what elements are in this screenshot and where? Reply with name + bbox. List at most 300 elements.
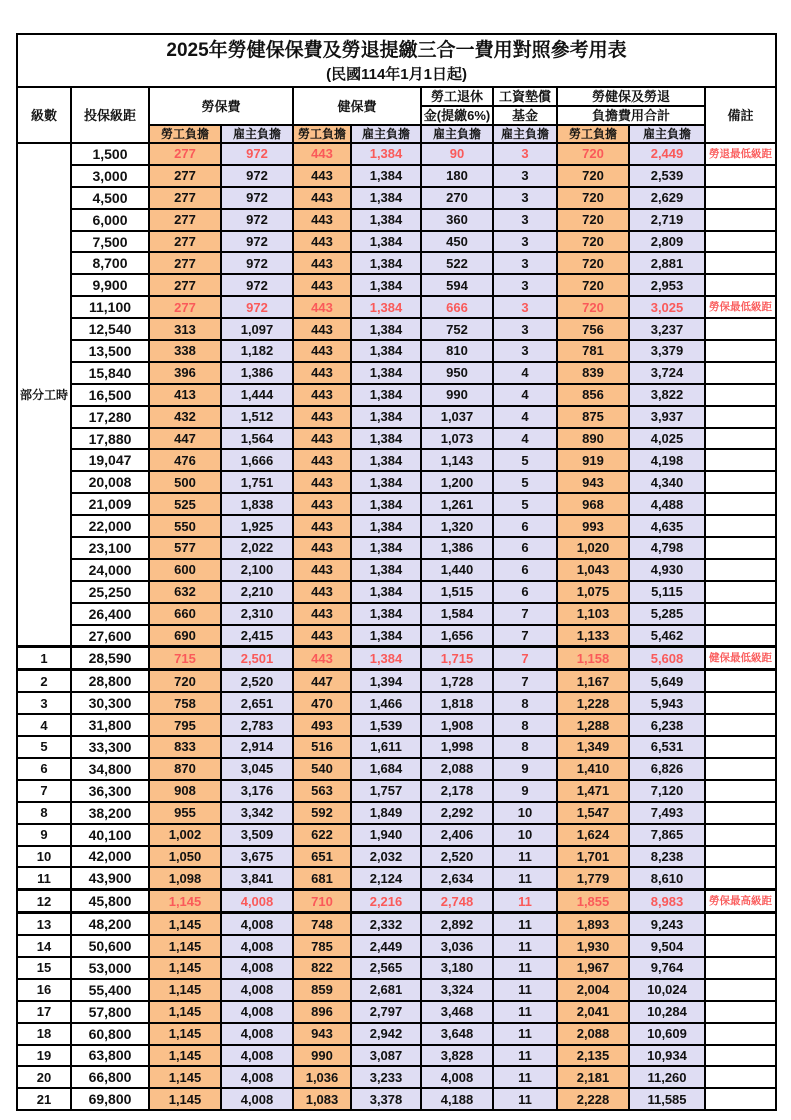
wage-fund-employer-cell: 6 (493, 581, 557, 603)
labor-employee-cell: 833 (149, 736, 221, 758)
labor-employer-cell: 2,310 (221, 603, 293, 625)
wage-fund-employer-cell: 11 (493, 935, 557, 957)
labor-employer-cell: 4,008 (221, 957, 293, 979)
labor-employer-cell: 2,100 (221, 559, 293, 581)
health-employer-cell: 1,384 (351, 493, 421, 515)
wage-fund-employer-cell: 7 (493, 647, 557, 670)
wage-fund-employer-cell: 11 (493, 867, 557, 889)
bracket-cell: 48,200 (71, 913, 149, 935)
labor-employer-cell: 4,008 (221, 1088, 293, 1110)
bracket-cell: 19,047 (71, 449, 149, 471)
labor-employee-cell: 1,145 (149, 1066, 221, 1088)
wage-fund-employer-cell: 8 (493, 692, 557, 714)
table-row (17, 824, 776, 846)
total-employer-cell: 2,449 (629, 143, 705, 165)
bracket-cell: 23,100 (71, 537, 149, 559)
labor-employee-cell: 1,145 (149, 1001, 221, 1023)
labor-employer-cell: 4,008 (221, 890, 293, 913)
total-employer-cell: 3,237 (629, 318, 705, 340)
level-cell: 1 (17, 647, 71, 670)
remark-cell (705, 935, 776, 957)
labor-employee-cell: 277 (149, 187, 221, 209)
total-employee-cell: 943 (557, 471, 629, 493)
total-employee-cell: 856 (557, 384, 629, 406)
table-row (17, 758, 776, 780)
level-cell: 19 (17, 1045, 71, 1067)
labor-employee-cell: 277 (149, 231, 221, 253)
bracket-cell: 1,500 (71, 143, 149, 165)
health-employee-cell: 443 (293, 231, 351, 253)
health-employee-cell: 651 (293, 846, 351, 868)
health-employee-cell: 443 (293, 384, 351, 406)
remark-cell (705, 318, 776, 340)
level-cell: 3 (17, 692, 71, 714)
col-header-health-fee: 健保費 (293, 87, 421, 125)
pension-employer-cell: 1,320 (421, 515, 493, 537)
pension-employer-cell: 2,634 (421, 867, 493, 889)
labor-employee-cell: 277 (149, 209, 221, 231)
health-employee-cell: 443 (293, 515, 351, 537)
remark-cell (705, 428, 776, 450)
level-cell: 12 (17, 890, 71, 913)
total-employer-cell: 11,585 (629, 1088, 705, 1110)
health-employer-cell: 2,942 (351, 1023, 421, 1045)
health-employee-cell: 859 (293, 979, 351, 1001)
labor-employer-cell: 3,509 (221, 824, 293, 846)
total-employer-cell: 2,629 (629, 187, 705, 209)
table-row (17, 143, 776, 165)
health-employee-cell: 443 (293, 296, 351, 318)
pension-employer-cell: 3,828 (421, 1045, 493, 1067)
labor-employee-cell: 600 (149, 559, 221, 581)
total-employee-cell: 720 (557, 165, 629, 187)
wage-fund-employer-cell: 9 (493, 780, 557, 802)
health-employer-cell: 1,684 (351, 758, 421, 780)
health-employer-cell: 1,384 (351, 603, 421, 625)
table-row (17, 1045, 776, 1067)
labor-employer-cell: 2,783 (221, 714, 293, 736)
labor-employer-cell: 972 (221, 187, 293, 209)
table-row (17, 428, 776, 450)
wage-fund-employer-cell: 11 (493, 890, 557, 913)
labor-employee-cell: 720 (149, 670, 221, 692)
wage-fund-employer-cell: 9 (493, 758, 557, 780)
table-row (17, 274, 776, 296)
labor-employee-cell: 715 (149, 647, 221, 670)
health-employer-cell: 1,384 (351, 274, 421, 296)
remark-cell (705, 867, 776, 889)
total-employer-cell: 4,798 (629, 537, 705, 559)
health-employer-cell: 2,216 (351, 890, 421, 913)
labor-employee-cell: 277 (149, 252, 221, 274)
wage-fund-employer-cell: 4 (493, 428, 557, 450)
remark-cell (705, 979, 776, 1001)
pension-employer-cell: 950 (421, 362, 493, 384)
subheader-labor-employee: 勞工負擔 (149, 125, 221, 143)
total-employee-cell: 720 (557, 143, 629, 165)
health-employee-cell: 443 (293, 209, 351, 231)
labor-employer-cell: 4,008 (221, 1066, 293, 1088)
bracket-cell: 27,600 (71, 625, 149, 647)
wage-fund-employer-cell: 4 (493, 362, 557, 384)
labor-employee-cell: 550 (149, 515, 221, 537)
remark-cell (705, 603, 776, 625)
pension-employer-cell: 1,073 (421, 428, 493, 450)
health-employee-cell: 710 (293, 890, 351, 913)
col-header-pension-line1: 勞工退休 (421, 87, 493, 106)
pension-employer-cell: 810 (421, 340, 493, 362)
labor-employer-cell: 3,176 (221, 780, 293, 802)
bracket-cell: 26,400 (71, 603, 149, 625)
health-employer-cell: 1,757 (351, 780, 421, 802)
table-row (17, 493, 776, 515)
total-employer-cell: 2,539 (629, 165, 705, 187)
health-employer-cell: 1,384 (351, 515, 421, 537)
total-employer-cell: 4,635 (629, 515, 705, 537)
subheader-pension-employer: 雇主負擔 (421, 125, 493, 143)
labor-employee-cell: 955 (149, 802, 221, 824)
part-time-label: 部分工時 (17, 143, 71, 647)
bracket-cell: 3,000 (71, 165, 149, 187)
total-employer-cell: 6,826 (629, 758, 705, 780)
total-employer-cell: 3,025 (629, 296, 705, 318)
bracket-cell: 11,100 (71, 296, 149, 318)
total-employee-cell: 720 (557, 274, 629, 296)
bracket-cell: 21,009 (71, 493, 149, 515)
pension-employer-cell: 2,406 (421, 824, 493, 846)
labor-employee-cell: 1,145 (149, 1088, 221, 1110)
total-employer-cell: 7,865 (629, 824, 705, 846)
health-employee-cell: 943 (293, 1023, 351, 1045)
labor-employee-cell: 660 (149, 603, 221, 625)
premium-table (16, 33, 777, 1111)
table-row (17, 603, 776, 625)
level-cell: 4 (17, 714, 71, 736)
pension-employer-cell: 522 (421, 252, 493, 274)
remark-cell (705, 384, 776, 406)
labor-employer-cell: 3,675 (221, 846, 293, 868)
col-header-remark: 備註 (705, 87, 776, 143)
labor-employer-cell: 972 (221, 274, 293, 296)
level-cell: 11 (17, 867, 71, 889)
total-employee-cell: 1,893 (557, 913, 629, 935)
bracket-cell: 66,800 (71, 1066, 149, 1088)
total-employee-cell: 1,133 (557, 625, 629, 647)
labor-employer-cell: 2,415 (221, 625, 293, 647)
labor-employer-cell: 3,841 (221, 867, 293, 889)
title-block (17, 34, 776, 87)
labor-employer-cell: 4,008 (221, 1045, 293, 1067)
labor-employee-cell: 1,145 (149, 890, 221, 913)
table-row (17, 1088, 776, 1110)
total-employer-cell: 3,937 (629, 406, 705, 428)
health-employer-cell: 2,124 (351, 867, 421, 889)
health-employee-cell: 563 (293, 780, 351, 802)
wage-fund-employer-cell: 3 (493, 340, 557, 362)
bracket-cell: 42,000 (71, 846, 149, 868)
health-employee-cell: 443 (293, 647, 351, 670)
table-row (17, 670, 776, 692)
labor-employer-cell: 3,342 (221, 802, 293, 824)
labor-employer-cell: 1,386 (221, 362, 293, 384)
labor-employer-cell: 1,925 (221, 515, 293, 537)
health-employee-cell: 443 (293, 318, 351, 340)
total-employer-cell: 8,610 (629, 867, 705, 889)
bracket-cell: 12,540 (71, 318, 149, 340)
total-employer-cell: 9,764 (629, 957, 705, 979)
labor-employee-cell: 1,145 (149, 957, 221, 979)
remark-cell (705, 1023, 776, 1045)
pension-employer-cell: 2,748 (421, 890, 493, 913)
total-employee-cell: 919 (557, 449, 629, 471)
total-employee-cell: 1,855 (557, 890, 629, 913)
pension-employer-cell: 2,178 (421, 780, 493, 802)
level-cell: 9 (17, 824, 71, 846)
table-row (17, 935, 776, 957)
total-employer-cell: 4,025 (629, 428, 705, 450)
table-row (17, 471, 776, 493)
health-employee-cell: 443 (293, 187, 351, 209)
health-employer-cell: 1,384 (351, 559, 421, 581)
labor-employer-cell: 2,022 (221, 537, 293, 559)
labor-employer-cell: 2,210 (221, 581, 293, 603)
bracket-cell: 50,600 (71, 935, 149, 957)
total-employee-cell: 1,779 (557, 867, 629, 889)
pension-employer-cell: 1,037 (421, 406, 493, 428)
health-employer-cell: 3,233 (351, 1066, 421, 1088)
pension-employer-cell: 1,818 (421, 692, 493, 714)
wage-fund-employer-cell: 3 (493, 187, 557, 209)
labor-employee-cell: 277 (149, 165, 221, 187)
col-header-pension-line2: 金(提繳6%) (421, 106, 493, 125)
remark-cell: 勞保最低級距 (705, 296, 776, 318)
total-employer-cell: 4,198 (629, 449, 705, 471)
pension-employer-cell: 90 (421, 143, 493, 165)
total-employee-cell: 993 (557, 515, 629, 537)
labor-employee-cell: 313 (149, 318, 221, 340)
bracket-cell: 17,280 (71, 406, 149, 428)
level-cell: 20 (17, 1066, 71, 1088)
total-employee-cell: 839 (557, 362, 629, 384)
pension-employer-cell: 1,200 (421, 471, 493, 493)
total-employee-cell: 1,471 (557, 780, 629, 802)
total-employer-cell: 7,493 (629, 802, 705, 824)
health-employer-cell: 1,384 (351, 143, 421, 165)
remark-cell: 勞退最低級距 (705, 143, 776, 165)
bracket-cell: 34,800 (71, 758, 149, 780)
labor-employer-cell: 1,097 (221, 318, 293, 340)
health-employer-cell: 3,378 (351, 1088, 421, 1110)
subheader-labor-employer: 雇主負擔 (221, 125, 293, 143)
labor-employee-cell: 525 (149, 493, 221, 515)
total-employee-cell: 720 (557, 296, 629, 318)
level-cell: 13 (17, 913, 71, 935)
labor-employer-cell: 1,838 (221, 493, 293, 515)
health-employer-cell: 1,384 (351, 406, 421, 428)
pension-employer-cell: 1,261 (421, 493, 493, 515)
labor-employee-cell: 277 (149, 143, 221, 165)
total-employee-cell: 890 (557, 428, 629, 450)
pension-employer-cell: 990 (421, 384, 493, 406)
total-employee-cell: 2,088 (557, 1023, 629, 1045)
health-employee-cell: 681 (293, 867, 351, 889)
health-employee-cell: 443 (293, 471, 351, 493)
wage-fund-employer-cell: 6 (493, 537, 557, 559)
level-cell: 15 (17, 957, 71, 979)
labor-employee-cell: 1,145 (149, 913, 221, 935)
total-employee-cell: 1,228 (557, 692, 629, 714)
wage-fund-employer-cell: 3 (493, 274, 557, 296)
bracket-cell: 24,000 (71, 559, 149, 581)
pension-employer-cell: 1,584 (421, 603, 493, 625)
health-employer-cell: 2,032 (351, 846, 421, 868)
health-employer-cell: 1,384 (351, 471, 421, 493)
labor-employer-cell: 2,914 (221, 736, 293, 758)
health-employee-cell: 493 (293, 714, 351, 736)
health-employer-cell: 1,384 (351, 252, 421, 274)
level-cell: 7 (17, 780, 71, 802)
col-header-total-line2: 負擔費用合計 (557, 106, 705, 125)
table-row (17, 209, 776, 231)
health-employee-cell: 443 (293, 603, 351, 625)
total-employee-cell: 756 (557, 318, 629, 340)
wage-fund-employer-cell: 11 (493, 1088, 557, 1110)
total-employee-cell: 2,004 (557, 979, 629, 1001)
table-row (17, 846, 776, 868)
health-employee-cell: 443 (293, 340, 351, 362)
labor-employer-cell: 1,182 (221, 340, 293, 362)
wage-fund-employer-cell: 4 (493, 406, 557, 428)
pension-employer-cell: 2,520 (421, 846, 493, 868)
table-row (17, 362, 776, 384)
table-row (17, 957, 776, 979)
remark-cell: 勞保最高級距 (705, 890, 776, 913)
health-employer-cell: 1,394 (351, 670, 421, 692)
health-employer-cell: 1,384 (351, 581, 421, 603)
pension-employer-cell: 666 (421, 296, 493, 318)
remark-cell (705, 515, 776, 537)
health-employee-cell: 443 (293, 143, 351, 165)
bracket-cell: 53,000 (71, 957, 149, 979)
bracket-cell: 6,000 (71, 209, 149, 231)
health-employer-cell: 2,332 (351, 913, 421, 935)
labor-employee-cell: 277 (149, 296, 221, 318)
bracket-cell: 63,800 (71, 1045, 149, 1067)
labor-employer-cell: 2,520 (221, 670, 293, 692)
pension-employer-cell: 1,908 (421, 714, 493, 736)
col-header-wage-fund-line2: 基金 (493, 106, 557, 125)
table-row (17, 340, 776, 362)
wage-fund-employer-cell: 8 (493, 714, 557, 736)
level-cell: 2 (17, 670, 71, 692)
remark-cell (705, 692, 776, 714)
total-employer-cell: 5,649 (629, 670, 705, 692)
labor-employer-cell: 972 (221, 165, 293, 187)
table-row (17, 515, 776, 537)
health-employee-cell: 443 (293, 449, 351, 471)
level-cell: 5 (17, 736, 71, 758)
health-employer-cell: 1,384 (351, 537, 421, 559)
total-employee-cell: 2,228 (557, 1088, 629, 1110)
labor-employer-cell: 972 (221, 296, 293, 318)
total-employer-cell: 3,724 (629, 362, 705, 384)
wage-fund-employer-cell: 11 (493, 1023, 557, 1045)
total-employee-cell: 720 (557, 209, 629, 231)
bracket-cell: 60,800 (71, 1023, 149, 1045)
total-employer-cell: 3,822 (629, 384, 705, 406)
remark-cell: 健保最低級距 (705, 647, 776, 670)
col-header-wage-fund-line1: 工資墊償 (493, 87, 557, 106)
remark-cell (705, 670, 776, 692)
labor-employer-cell: 1,444 (221, 384, 293, 406)
labor-employer-cell: 2,501 (221, 647, 293, 670)
labor-employee-cell: 795 (149, 714, 221, 736)
health-employer-cell: 2,449 (351, 935, 421, 957)
table-row (17, 406, 776, 428)
wage-fund-employer-cell: 3 (493, 296, 557, 318)
total-employer-cell: 8,238 (629, 846, 705, 868)
table-row (17, 296, 776, 318)
bracket-cell: 33,300 (71, 736, 149, 758)
labor-employee-cell: 690 (149, 625, 221, 647)
table-row (17, 1023, 776, 1045)
health-employee-cell: 443 (293, 625, 351, 647)
health-employee-cell: 540 (293, 758, 351, 780)
pension-employer-cell: 2,892 (421, 913, 493, 935)
wage-fund-employer-cell: 3 (493, 318, 557, 340)
bracket-cell: 25,250 (71, 581, 149, 603)
health-employer-cell: 1,384 (351, 187, 421, 209)
health-employee-cell: 896 (293, 1001, 351, 1023)
wage-fund-employer-cell: 3 (493, 252, 557, 274)
col-header-bracket: 投保級距 (71, 87, 149, 143)
labor-employee-cell: 908 (149, 780, 221, 802)
health-employer-cell: 1,384 (351, 318, 421, 340)
table-row (17, 692, 776, 714)
labor-employer-cell: 4,008 (221, 1023, 293, 1045)
health-employer-cell: 1,384 (351, 296, 421, 318)
total-employer-cell: 6,531 (629, 736, 705, 758)
wage-fund-employer-cell: 11 (493, 1001, 557, 1023)
health-employee-cell: 447 (293, 670, 351, 692)
total-employee-cell: 1,624 (557, 824, 629, 846)
remark-cell (705, 274, 776, 296)
remark-cell (705, 493, 776, 515)
wage-fund-employer-cell: 3 (493, 165, 557, 187)
level-cell: 14 (17, 935, 71, 957)
labor-employee-cell: 338 (149, 340, 221, 362)
table-row (17, 537, 776, 559)
pension-employer-cell: 3,468 (421, 1001, 493, 1023)
health-employee-cell: 990 (293, 1045, 351, 1067)
health-employee-cell: 443 (293, 252, 351, 274)
bracket-cell: 7,500 (71, 231, 149, 253)
remark-cell (705, 802, 776, 824)
health-employee-cell: 748 (293, 913, 351, 935)
health-employer-cell: 1,384 (351, 625, 421, 647)
page-title: 2025年勞健保保費及勞退提繳三合一費用對照參考用表 (166, 39, 627, 61)
wage-fund-employer-cell: 10 (493, 802, 557, 824)
total-employer-cell: 10,934 (629, 1045, 705, 1067)
remark-cell (705, 957, 776, 979)
bracket-cell: 57,800 (71, 1001, 149, 1023)
wage-fund-employer-cell: 3 (493, 143, 557, 165)
wage-fund-employer-cell: 7 (493, 603, 557, 625)
pension-employer-cell: 1,728 (421, 670, 493, 692)
level-cell: 17 (17, 1001, 71, 1023)
labor-employer-cell: 972 (221, 209, 293, 231)
total-employer-cell: 11,260 (629, 1066, 705, 1088)
